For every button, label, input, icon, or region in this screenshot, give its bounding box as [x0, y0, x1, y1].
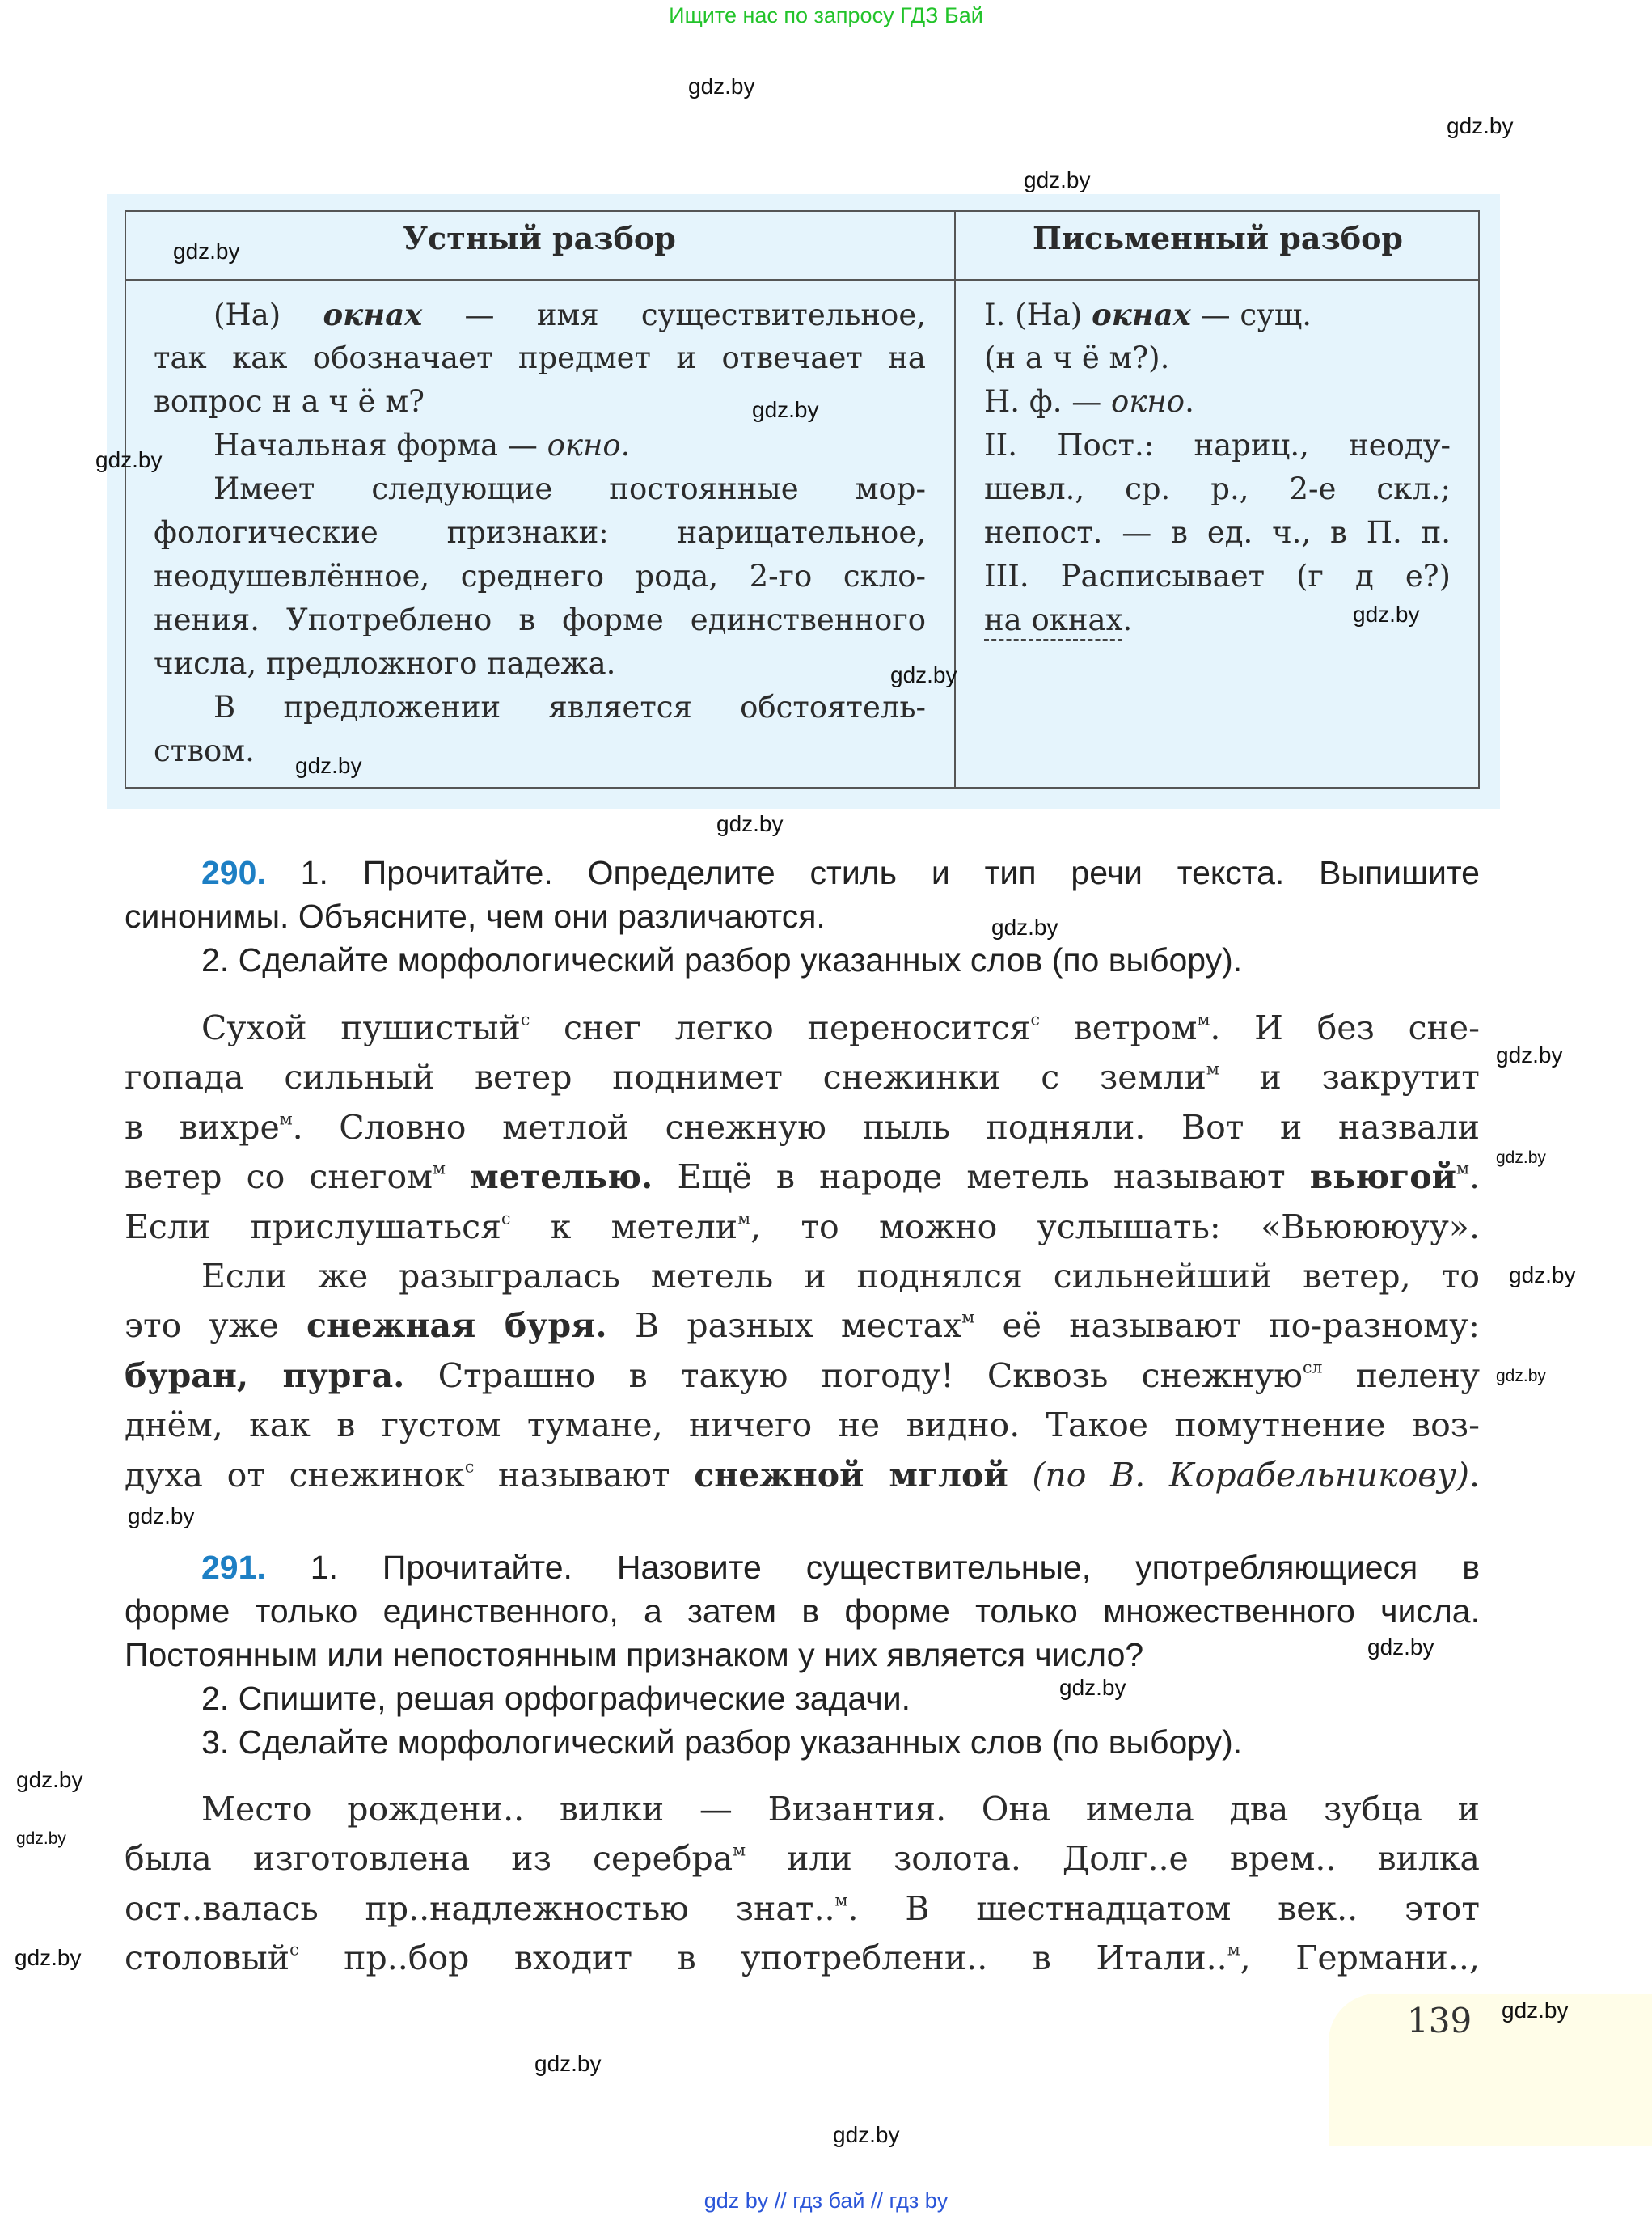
- text-segment: шевл., ср. р., 2-е скл.;: [984, 471, 1451, 506]
- watermark: gdz.by: [1496, 1148, 1546, 1167]
- watermark: gdz.by: [173, 239, 240, 264]
- exercise-291-task-line: [125, 1676, 1480, 1720]
- oral-analysis-line: [154, 511, 926, 555]
- watermark: gdz.by: [1509, 1262, 1576, 1287]
- exercise-290-text-line: [125, 1401, 1480, 1450]
- text-segment: Страшно в такую погоду! Сквозь снежную: [404, 1355, 1303, 1395]
- watermark: gdz.by: [95, 447, 163, 472]
- text-segment: называют: [474, 1455, 695, 1495]
- text-segment: снег легко переносится: [530, 1008, 1031, 1047]
- text-segment: ост..валась пр..надлежностью знат..: [125, 1888, 835, 1928]
- grammar-mark: м: [834, 1890, 848, 1910]
- exercise-290-text-line: [125, 1252, 1480, 1301]
- watermark: gdz.by: [1447, 113, 1514, 138]
- text-segment: .: [1185, 384, 1194, 419]
- written-analysis-line: [984, 293, 1451, 336]
- oral-analysis-line: [154, 729, 926, 773]
- watermark: gdz.by: [16, 1829, 66, 1848]
- watermark: gdz.by: [1353, 602, 1420, 627]
- text-segment: неодушевлённое, среднего рода, 2-го скло-: [154, 559, 926, 594]
- text-segment: к метели: [510, 1207, 738, 1246]
- oral-analysis-line: [154, 598, 926, 642]
- written-analysis-line: [984, 380, 1451, 424]
- grammar-mark: с: [1030, 1009, 1040, 1030]
- text-segment: . В шестнадцатом век.. этот: [847, 1888, 1480, 1928]
- footer-links[interactable]: gdz by // гдз бай // гдз by: [703, 2188, 949, 2213]
- watermark: gdz.by: [534, 2051, 602, 2076]
- text-segment: — сущ.: [1190, 298, 1312, 332]
- text-segment: (по В. Корабельникову): [1032, 1455, 1469, 1495]
- text-segment: форме только единственного, а затем в форме только множественного числа.: [125, 1592, 1480, 1630]
- text-segment: II. Пост.: нариц., неоду-: [984, 428, 1451, 463]
- exercise-290-text-line: [125, 1103, 1480, 1152]
- written-analysis-line: [984, 467, 1451, 511]
- grammar-mark: м: [279, 1109, 293, 1129]
- search-hint-banner[interactable]: Ищите нас по запросу ГДЗ Бай: [669, 3, 983, 27]
- watermark: gdz.by: [688, 74, 755, 99]
- text-segment: или золота. Долг..е врем.. вилка: [746, 1839, 1480, 1879]
- exercise-290-task-line: [125, 938, 1480, 982]
- text-segment: вьюгой: [1309, 1157, 1456, 1197]
- text-segment: это уже: [125, 1306, 307, 1346]
- exercise-number: 290.: [201, 854, 266, 891]
- text-segment: Имеет следующие постоянные мор-: [213, 471, 926, 506]
- text-segment: [1008, 1456, 1033, 1495]
- oral-analysis-line: [154, 467, 926, 511]
- text-segment: окно: [547, 428, 621, 463]
- watermark: gdz.by: [890, 662, 957, 687]
- text-segment: ветер со снегом: [125, 1157, 433, 1197]
- exercise-290-text-line: [125, 1152, 1480, 1202]
- exercise-291-text-line: [125, 1934, 1480, 1983]
- written-analysis-line: [984, 511, 1451, 555]
- watermark: gdz.by: [15, 1945, 82, 1970]
- grammar-mark: с: [464, 1457, 475, 1477]
- text-segment: Постоянным или непостоянным признаком у них является число?: [125, 1636, 1144, 1673]
- grammar-mark: сл: [1302, 1357, 1323, 1377]
- oral-analysis-line: [154, 555, 926, 598]
- text-segment: на окнах: [984, 603, 1122, 641]
- text-segment: . Словно метлой снежную пыль подняли. Вот и назвали: [292, 1107, 1480, 1147]
- watermark: gdz.by: [1496, 1042, 1563, 1068]
- text-segment: I. (На): [984, 298, 1092, 332]
- text-segment: снежной мглой: [694, 1455, 1008, 1495]
- exercise-291-task-line: [125, 1545, 1480, 1589]
- header-oral-analysis: Устный разбор: [403, 220, 676, 256]
- text-segment: её называют по-разному:: [974, 1306, 1480, 1346]
- text-segment: . И без сне-: [1210, 1008, 1480, 1047]
- text-segment: III. Расписывает (г д е?): [984, 559, 1451, 594]
- text-segment: Если же разыгралась метель и поднялся сильнейший ветер, то: [201, 1257, 1480, 1296]
- exercise-291-task-line: [125, 1633, 1480, 1676]
- grammar-mark: м: [733, 1840, 746, 1860]
- watermark: gdz.by: [1496, 1367, 1546, 1385]
- text-segment: .: [620, 428, 631, 463]
- exercise-290-task-line: [125, 894, 1480, 938]
- text-segment: буран, пурга.: [125, 1355, 405, 1395]
- text-segment: , Германи..,: [1240, 1939, 1480, 1978]
- text-segment: была изготовлена из серебра: [125, 1839, 733, 1879]
- text-segment: Если прислушаться: [125, 1207, 501, 1246]
- exercise-291-task-line: [125, 1720, 1480, 1764]
- text-segment: 2. Сделайте морфологический разбор указанных слов (по выбору).: [201, 941, 1243, 979]
- grammar-mark: м: [1456, 1158, 1469, 1178]
- grammar-mark: м: [1227, 1939, 1240, 1960]
- exercise-290-text-line: [125, 1203, 1480, 1252]
- watermark: gdz.by: [1059, 1675, 1126, 1700]
- text-segment: пелену: [1322, 1355, 1480, 1395]
- exercise-290-text-line: [125, 1301, 1480, 1351]
- text-segment: фологические признаки: нарицательное,: [154, 515, 926, 550]
- text-segment: ветром: [1039, 1008, 1198, 1047]
- exercise-290-text-line: [125, 1004, 1480, 1053]
- grammar-mark: м: [961, 1307, 975, 1327]
- text-segment: столовый: [125, 1939, 290, 1978]
- page-number: 139: [1407, 2001, 1472, 2040]
- text-segment: В предложении является обстоятель-: [213, 690, 926, 725]
- text-segment: ством.: [154, 734, 255, 768]
- text-segment: снежная буря.: [306, 1306, 607, 1346]
- text-segment: — имя существительное,: [422, 298, 926, 332]
- watermark: gdz.by: [1502, 1998, 1569, 2023]
- text-segment: .: [1468, 1455, 1480, 1495]
- oral-analysis-line: [154, 336, 926, 380]
- watermark: gdz.by: [295, 753, 362, 778]
- text-segment: гопада сильный ветер поднимет снежинки с земли: [125, 1058, 1206, 1097]
- text-segment: окнах: [1092, 297, 1191, 332]
- watermark: gdz.by: [1024, 167, 1091, 192]
- written-analysis-line: [984, 555, 1451, 598]
- text-segment: в вихре: [125, 1107, 280, 1147]
- text-segment: нения. Употреблено в форме единственного: [154, 603, 926, 637]
- header-written-analysis: Письменный разбор: [1032, 220, 1404, 256]
- oral-analysis-line: [154, 424, 926, 467]
- oral-analysis-line: [154, 293, 926, 336]
- oral-analysis-line: [154, 686, 926, 729]
- page-number-box: [1329, 1994, 1652, 2146]
- text-segment: 2. Спишите, решая орфографические задачи.: [201, 1680, 911, 1717]
- text-segment: синонимы. Объясните, чем они различаются.: [125, 898, 826, 935]
- watermark: gdz.by: [991, 915, 1058, 940]
- text-segment: .: [1468, 1157, 1480, 1197]
- text-segment: пр..бор входит в употреблени.. в Итали..: [298, 1939, 1227, 1978]
- text-segment: , то можно услышать: «Вьюююуу».: [750, 1207, 1480, 1246]
- watermark: gdz.by: [752, 397, 819, 422]
- text-segment: [446, 1157, 470, 1196]
- text-segment: вопрос н а ч ё м?: [154, 384, 425, 419]
- grammar-mark: м: [1197, 1009, 1210, 1030]
- grammar-mark: м: [433, 1158, 446, 1178]
- exercise-290-task-line: [125, 851, 1480, 894]
- exercise-290-text-line: [125, 1053, 1480, 1102]
- exercise-290-text-line: [125, 1451, 1480, 1500]
- text-segment: окно: [1111, 384, 1185, 419]
- grammar-mark: с: [501, 1208, 511, 1228]
- table-column-divider: [954, 210, 956, 789]
- watermark: gdz.by: [128, 1503, 195, 1528]
- text-segment: .: [1122, 603, 1133, 637]
- written-analysis-line: [984, 336, 1451, 380]
- text-segment: числа, предложного падежа.: [154, 646, 616, 681]
- text-segment: Начальная форма —: [213, 428, 547, 463]
- text-segment: днём, как в густом тумане, ничего не видно. Такое помутнение воз-: [125, 1406, 1480, 1445]
- text-segment: Н. ф. —: [984, 384, 1112, 419]
- text-segment: непост. — в ед. ч., в П. п.: [984, 515, 1451, 550]
- watermark: gdz.by: [16, 1767, 83, 1792]
- written-analysis-line: [984, 424, 1451, 467]
- text-segment: так как обозначает предмет и отвечает на: [154, 340, 926, 375]
- text-segment: и закрутит: [1219, 1058, 1480, 1097]
- oral-analysis-line: [154, 642, 926, 686]
- table-header-divider: [125, 279, 1480, 281]
- exercise-291-text-line: [125, 1834, 1480, 1884]
- watermark: gdz.by: [716, 811, 784, 836]
- grammar-mark: м: [737, 1208, 751, 1228]
- exercise-291-text-line: [125, 1785, 1480, 1834]
- text-segment: (н а ч ё м?).: [984, 340, 1170, 375]
- text-segment: Ещё в народе метель называют: [653, 1157, 1310, 1197]
- text-segment: Сухой пушистый: [201, 1008, 521, 1047]
- text-segment: В разных местах: [606, 1306, 962, 1346]
- exercise-291-text-line: [125, 1884, 1480, 1934]
- grammar-mark: с: [520, 1009, 530, 1030]
- watermark: gdz.by: [1367, 1634, 1434, 1660]
- exercise-number: 291.: [201, 1549, 266, 1586]
- text-segment: метелью.: [470, 1157, 653, 1197]
- text-segment: окнах: [323, 297, 423, 332]
- text-segment: Место рождени.. вилки — Византия. Она имела два зубца и: [201, 1790, 1480, 1829]
- text-segment: духа от снежинок: [125, 1455, 465, 1495]
- text-segment: 1. Прочитайте. Назовите существительные, употребляющиеся в: [265, 1549, 1480, 1586]
- exercise-291-task-line: [125, 1589, 1480, 1633]
- text-segment: 3. Сделайте морфологический разбор указанных слов (по выбору).: [201, 1723, 1243, 1761]
- grammar-mark: с: [289, 1939, 299, 1960]
- text-segment: 1. Прочитайте. Определите стиль и тип речи текста. Выпишите: [265, 854, 1480, 891]
- text-segment: (На): [213, 298, 323, 332]
- watermark: gdz.by: [833, 2122, 900, 2147]
- grammar-mark: м: [1206, 1059, 1219, 1079]
- exercise-290-text-line: [125, 1351, 1480, 1401]
